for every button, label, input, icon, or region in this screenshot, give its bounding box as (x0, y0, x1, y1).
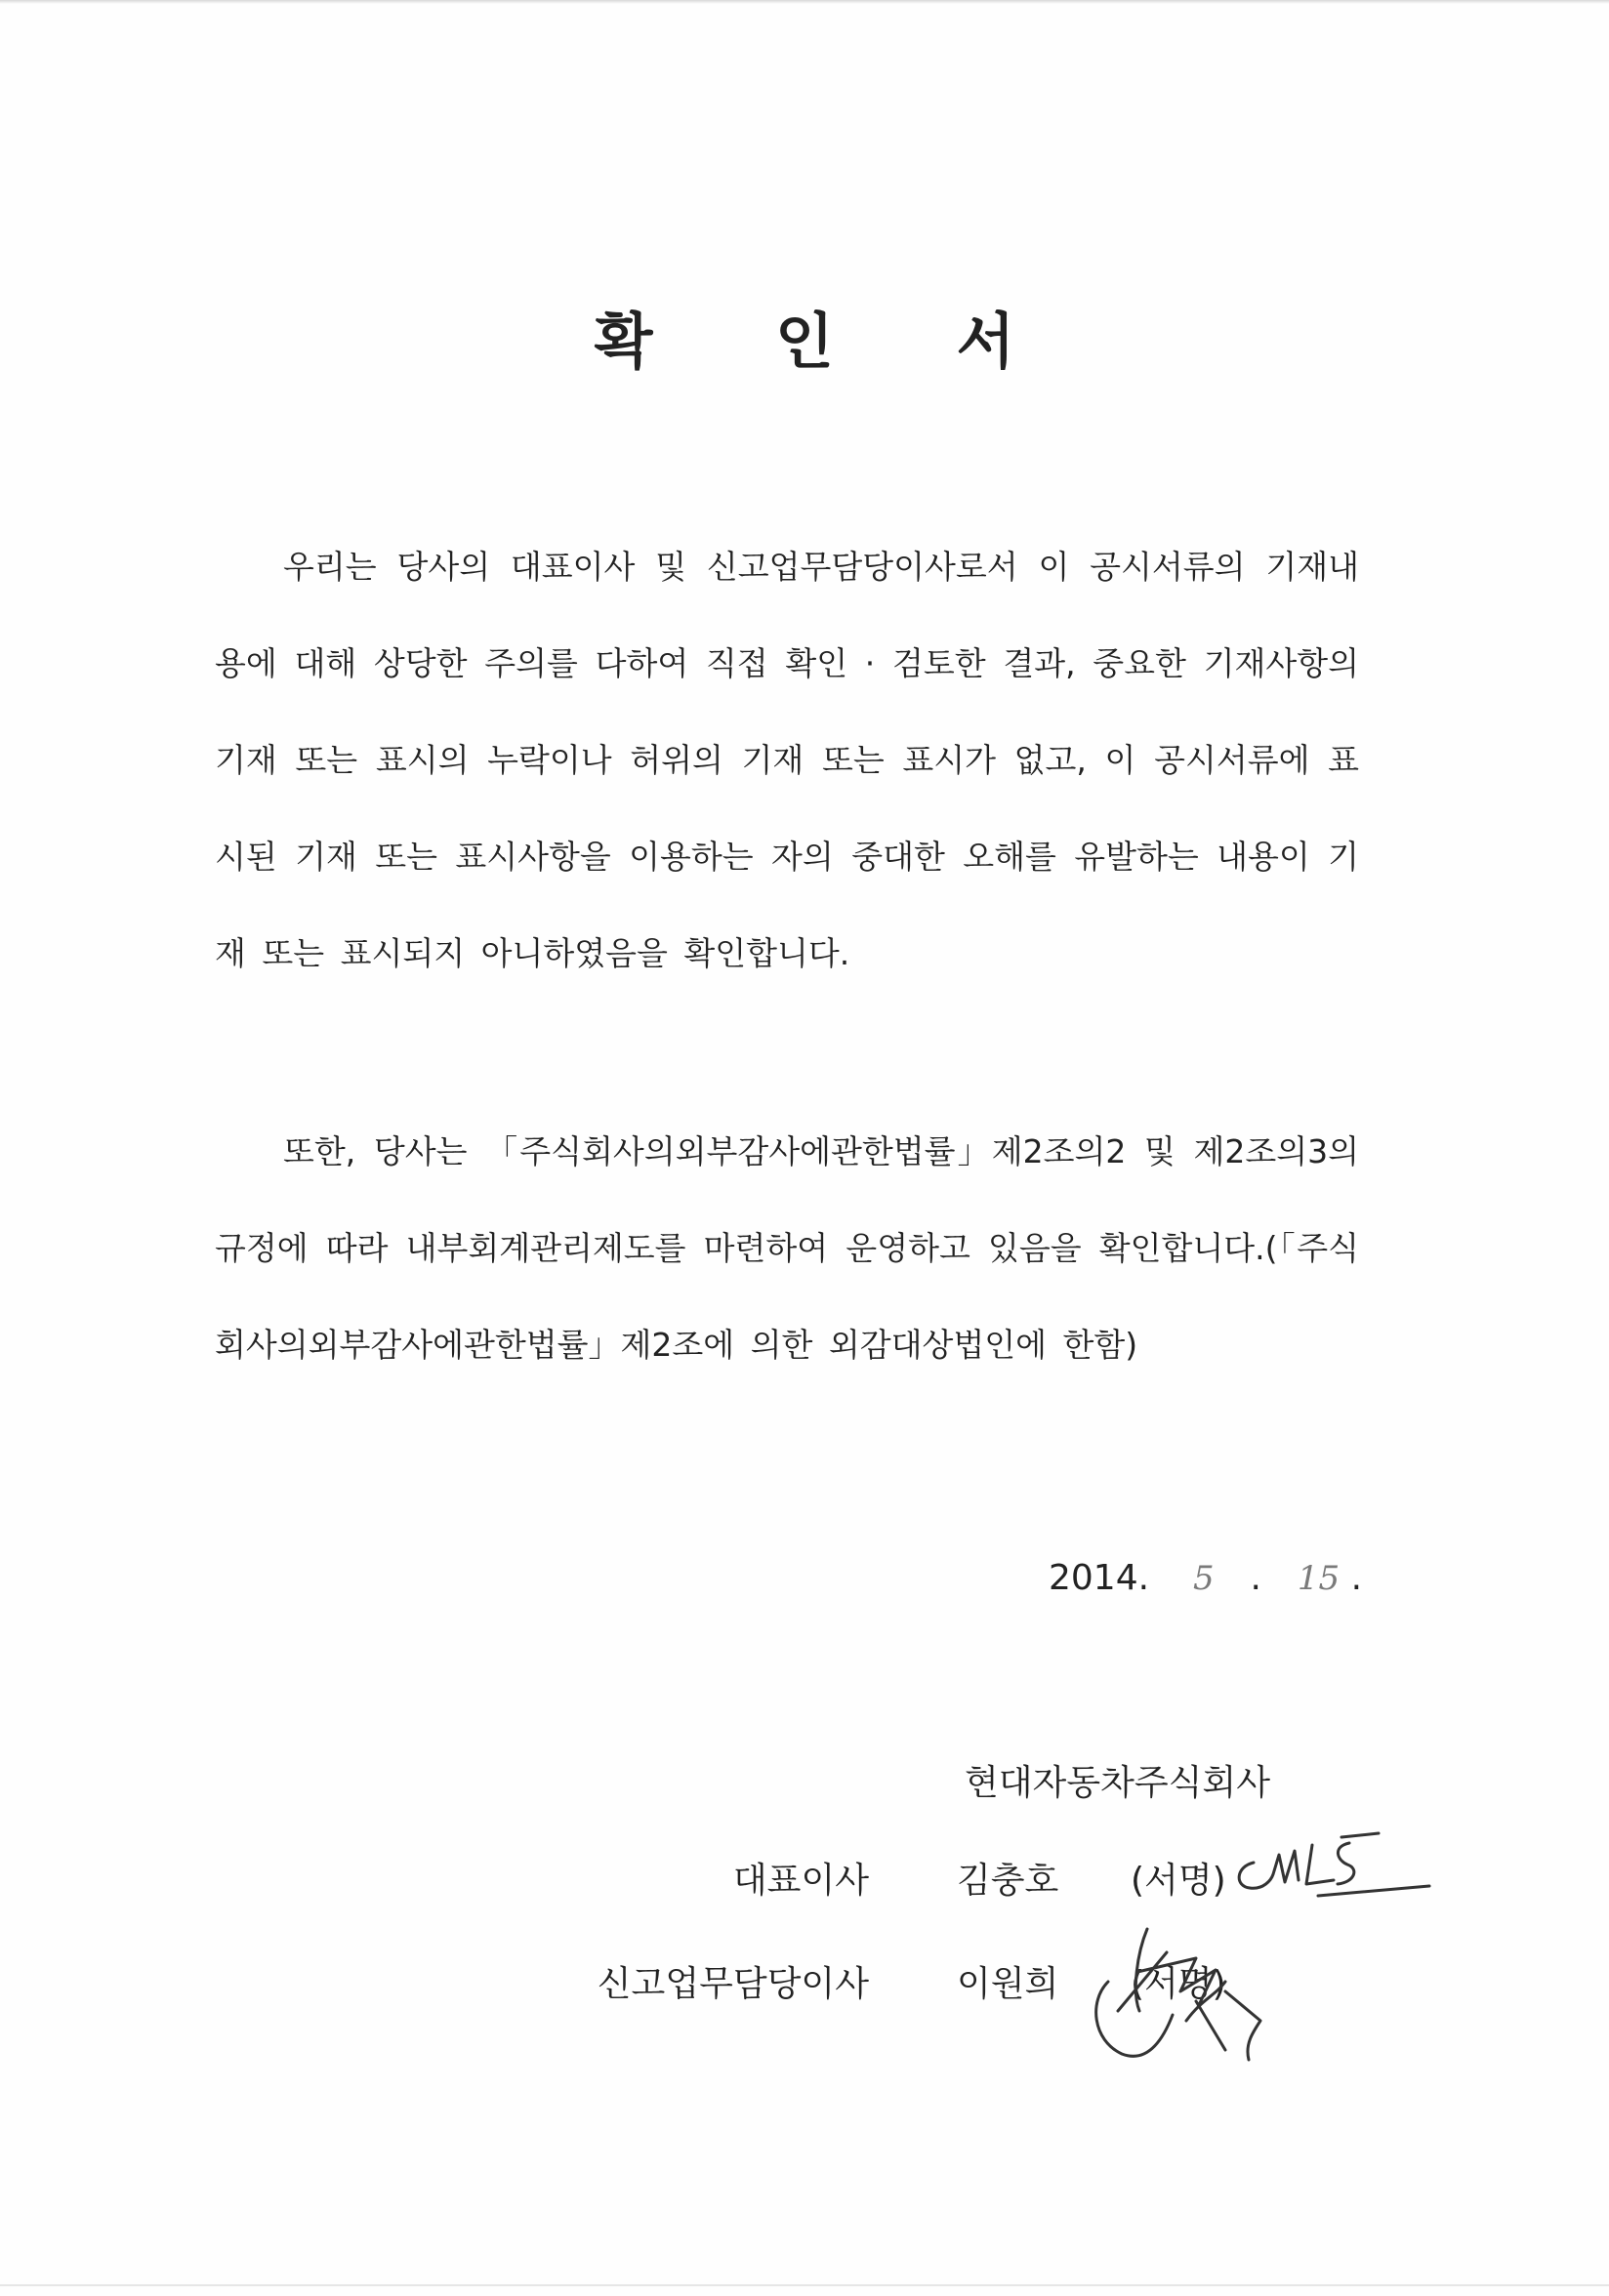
signatory-role-disclosure-director: 신고업무담당이사 (597, 1964, 869, 2004)
company-name: 현대자동차주식회사 (965, 1763, 1270, 1803)
scan-edge-bottom (0, 2284, 1609, 2286)
internal-control-paragraph (215, 1103, 1359, 1393)
date-month-handwritten: 5 (1192, 1559, 1215, 1598)
date-year: 2014. (1049, 1558, 1150, 1598)
scan-edge (0, 0, 1609, 4)
date-separator: . (1250, 1558, 1261, 1598)
signatory-name-ceo: 김충호 (957, 1861, 1059, 1901)
internal-control-paragraph-text: 또한, 당사는 「주식회사의외부감사에관한법률」제2조의2 및 제2조의3의 규정에 따라 내부회계관리제도를 마련하여 운영하고 있음을 확인합니다.(「주식회사의외부감사에관한법률」제2조에 의한 외감대상법인에 한함) (215, 1132, 1359, 1364)
date-day-handwritten: 15 (1297, 1559, 1341, 1598)
confirmation-paragraph (215, 518, 1359, 1002)
date-end: . (1350, 1558, 1363, 1598)
document-date (1049, 1558, 1362, 1598)
handwritten-signature-disclosure-director (1079, 1913, 1274, 2070)
document-title: 확 인 서 (594, 306, 1066, 377)
signature-label-disclosure-director: (서명) (1131, 1964, 1226, 2004)
handwritten-signature-ceo (1228, 1825, 1433, 1904)
confirmation-paragraph-text: 우리는 당사의 대표이사 및 신고업무담당이사로서 이 공시서류의 기재내용에 대해 상당한 주의를 다하여 직접 확인 · 검토한 결과, 중요한 기재사항의 기재 또는 표시의 누락이나 허위의 기재 또는 표시가 없고, 이 공시서류에 표시된 기재 또는 표시사항을 이용하는 자의 중대한 오해를 유발하는 내용이 기재 또는 표시되지 아니하였음을 확인합니다. (215, 548, 1359, 972)
signatory-name-disclosure-director: 이원희 (957, 1964, 1059, 2004)
signature-label-ceo: (서명) (1131, 1861, 1226, 1901)
signatory-role-ceo: 대표이사 (732, 1861, 869, 1901)
